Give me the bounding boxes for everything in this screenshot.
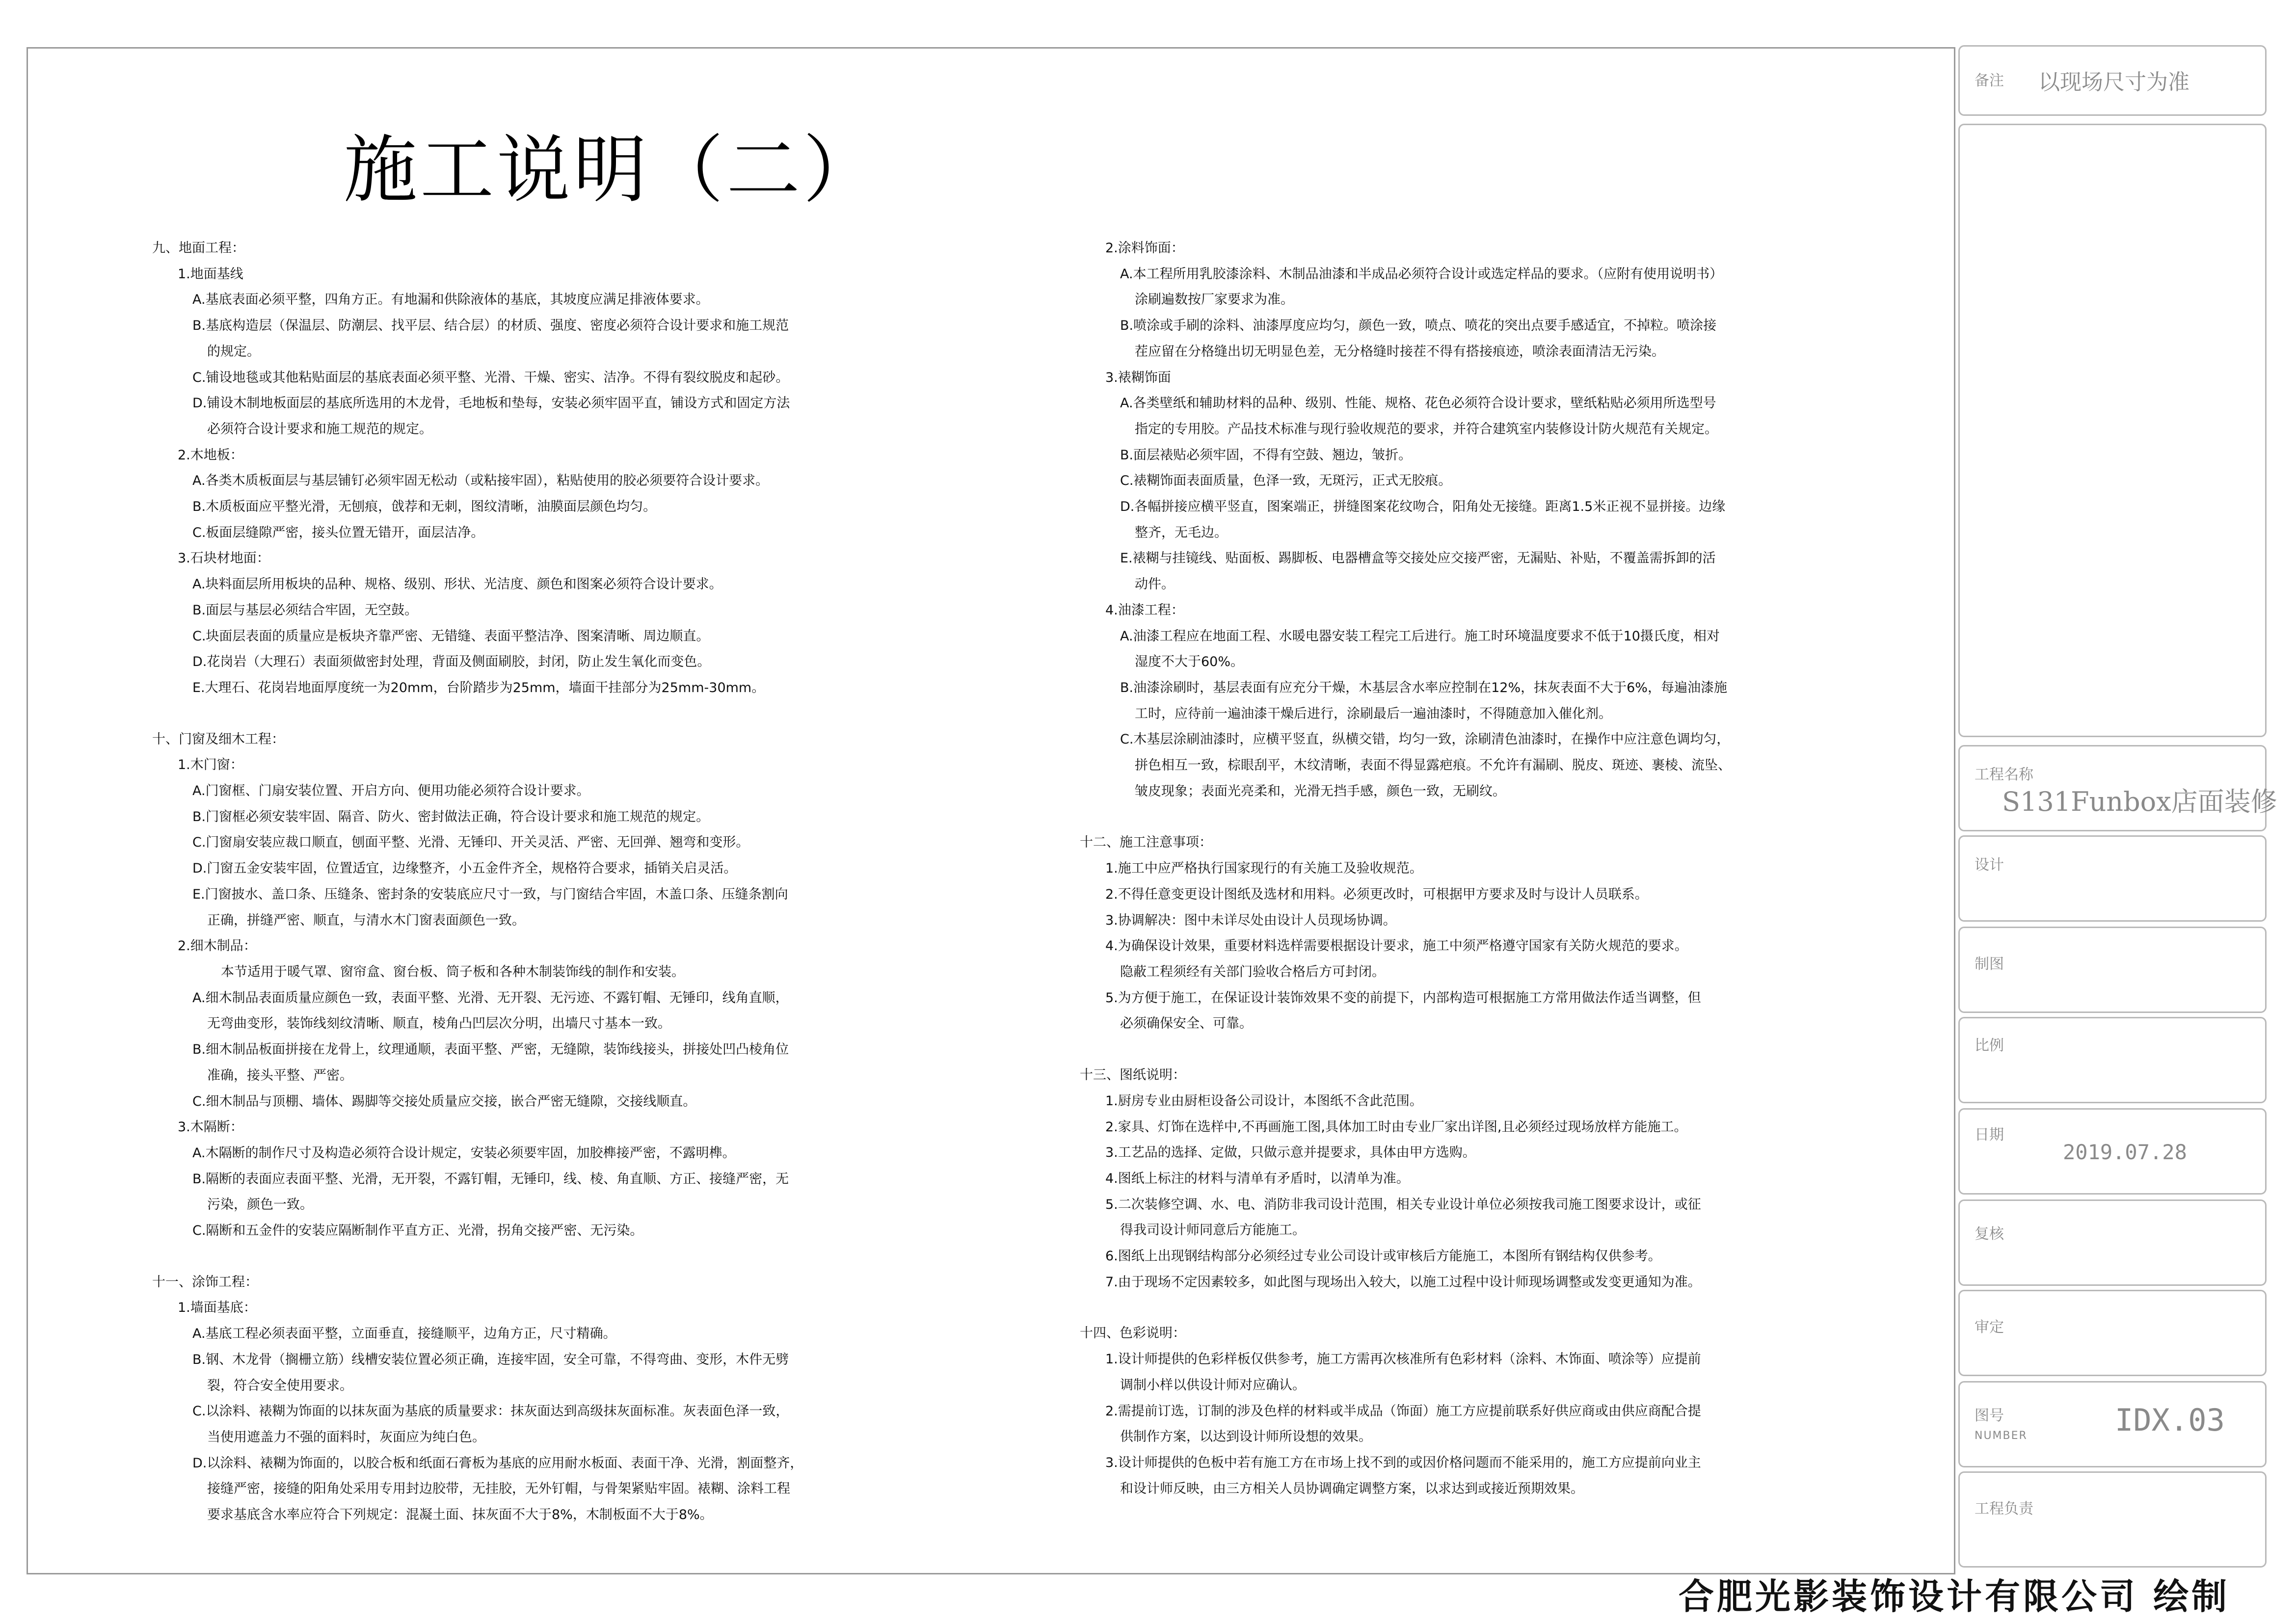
spec-line: 供制作方案，以达到设计师所设想的效果。 bbox=[1120, 1429, 1372, 1445]
spec-line: B.喷涂或手刷的涂料、油漆厚度应均匀，颜色一致，喷点、喷花的突出点要手感适宜，不掉粒。喷涂接 bbox=[1120, 318, 1717, 334]
spec-line: 的规定。 bbox=[207, 344, 260, 359]
date-value: 2019.07.28 bbox=[2063, 1140, 2187, 1164]
spec-line: 动件。 bbox=[1135, 577, 1175, 592]
right-column bbox=[1080, 236, 1875, 1527]
title-block-approve bbox=[1958, 1290, 2267, 1376]
spec-line: 4.为确保设计效果，重要材料选样需要根据设计要求，施工中须严格遵守国家有关防火规范的要求。 bbox=[1105, 938, 1688, 954]
title-block-design bbox=[1958, 835, 2267, 922]
spec-line: 准确，接头平整、严密。 bbox=[207, 1067, 353, 1083]
number-sub-label: NUMBER bbox=[1975, 1430, 2028, 1442]
spec-line: 皱皮现象；表面光亮柔和，光滑无挡手感，颜色一致，无刷纹。 bbox=[1135, 783, 1506, 799]
spec-line: A.油漆工程应在地面工程、水暖电器安装工程完工后进行。施工时环境温度要求不低于10摄氏度，相对 bbox=[1120, 628, 1720, 644]
spec-line: 得我司设计师同意后方能施工。 bbox=[1120, 1223, 1306, 1238]
spec-line: 1.地面基线 bbox=[178, 266, 243, 282]
title-block-check bbox=[1958, 1199, 2267, 1286]
spec-line: A.细木制品表面质量应颜色一致，表面平整、光滑、无开裂、无污迹、不露钉帽、无锤印，线角直顺， bbox=[192, 990, 789, 1006]
section-heading: 十二、施工注意事项： bbox=[1080, 835, 1212, 851]
spec-line: 2.不得任意变更设计图纸及选材和用料。必须更改时，可根据甲方要求及时与设计人员联系。 bbox=[1105, 886, 1648, 902]
manager-label: 工程负责 bbox=[1975, 1500, 2033, 1518]
spec-line: 6.图纸上出现钢结构部分必须经过专业公司设计或审核后方能施工，本图所有钢结构仅供参考。 bbox=[1105, 1249, 1661, 1264]
spec-line: 3.协调解决：图中未详尽处由设计人员现场协调。 bbox=[1105, 912, 1396, 928]
section-heading: 十一、涂饰工程： bbox=[152, 1274, 258, 1290]
number-value: IDX.03 bbox=[2115, 1402, 2225, 1438]
spec-line: 无弯曲变形，装饰线刻纹清晰、顺直，棱角凸凹层次分明，出墙尺寸基本一致。 bbox=[207, 1016, 671, 1032]
spec-line: C.隔断和五金件的安装应隔断制作平直方正、光滑，拐角交接严密、无污染。 bbox=[192, 1223, 643, 1239]
spec-line: 隐蔽工程须经有关部门验收合格后方可封闭。 bbox=[1120, 964, 1385, 980]
spec-line: C.门窗扇安装应裁口顺直，刨面平整、光滑、无锤印、开关灵活、严密、无回弹、翘弯和变形。 bbox=[192, 835, 749, 851]
title-block-manager bbox=[1958, 1471, 2267, 1568]
spec-line: A.木隔断的制作尺寸及构造必须符合设计规定，安装必须要牢固，加胶榫接严密，不露明榫。 bbox=[192, 1145, 736, 1161]
spec-line: A.块料面层所用板块的品种、规格、级别、形状、光洁度、颜色和图案必须符合设计要求。 bbox=[192, 577, 722, 592]
spec-line: E.大理石、花岗岩地面厚度统一为20mm，台阶踏步为25mm，墙面干挂部分为25mm-30mm。 bbox=[192, 680, 765, 695]
spec-line: B.基底构造层（保温层、防潮层、找平层、结合层）的材质、强度、密度必须符合设计要求和施工规范 bbox=[192, 318, 789, 334]
spec-line: 4.图纸上标注的材料与清单有矛盾时，以清单为准。 bbox=[1105, 1171, 1410, 1186]
spec-line: 4.油漆工程： bbox=[1105, 602, 1184, 618]
spec-line: D.门窗五金安装牢固，位置适宜，边缘整齐，小五金件齐全，规格符合要求，插销关启灵活。 bbox=[192, 861, 737, 877]
spec-line: 工时，应待前一遍油漆干燥后进行，涂刷最后一遍油漆时，不得随意加入催化剂。 bbox=[1135, 706, 1612, 721]
spec-line: C.板面层缝隙严密，接头位置无错开，面层洁净。 bbox=[192, 525, 484, 540]
spec-line: 湿度不大于60%。 bbox=[1135, 654, 1244, 670]
spec-line: B.细木制品板面拼接在龙骨上，纹理通顺，表面平整、严密，无缝隙，装饰线接头，拼接处凹凸棱角位 bbox=[192, 1042, 789, 1058]
spec-line: 5.二次装修空调、水、电、消防非我司设计范围，相关专业设计单位必须按我司施工图要求设计，或征 bbox=[1105, 1197, 1701, 1212]
spec-line: B.油漆涂刷时，基层表面有应充分干燥，木基层含水率应控制在12%，抹灰表面不大于6%，每遍油漆施 bbox=[1120, 680, 1727, 695]
scale-label: 比例 bbox=[1975, 1037, 2004, 1054]
spec-line: 要求基底含水率应符合下列规定：混凝土面、抹灰面不大于8%，木制板面不大于8%。 bbox=[207, 1507, 713, 1523]
spec-line: 本节适用于暖气罩、窗帘盒、窗台板、筒子板和各种木制装饰线的制作和安装。 bbox=[221, 964, 685, 980]
spec-line: 2.家具、灯饰在选样中,不再画施工图,具体加工时由专业厂家出详图,且必须经过现场放样方能施工。 bbox=[1105, 1119, 1687, 1135]
spec-line: B.隔断的表面应表面平整、光滑，无开裂，不露钉帽，无锤印，线、棱、角直顺、方正、接缝严密，无 bbox=[192, 1171, 789, 1187]
title-block-project bbox=[1958, 745, 2277, 831]
spec-line: 3.木隔断： bbox=[178, 1119, 243, 1135]
spec-line: D.各幅拼接应横平竖直，图案端正，拼缝图案花纹吻合，阳角处无接缝。距离1.5米正视不显拼接。边缘 bbox=[1120, 499, 1726, 515]
spec-line: D.花岗岩（大理石）表面须做密封处理，背面及侧面刷胶，封闭，防止发生氧化而变色。 bbox=[192, 654, 711, 670]
spec-section bbox=[152, 236, 937, 701]
spec-line: B.面层与基层必须结合牢固，无空鼓。 bbox=[192, 602, 418, 618]
section-heading: 九、地面工程： bbox=[152, 240, 245, 256]
spec-line: D.铺设木制地板面层的基底所选用的木龙骨，毛地板和垫每，安装必须牢固平直，铺设方式和固定方法 bbox=[192, 396, 790, 411]
spec-line: 涂刷遍数按厂家要求为准。 bbox=[1135, 292, 1294, 308]
spec-line: 3.裱糊饰面 bbox=[1105, 370, 1171, 385]
drawing-label: 制图 bbox=[1975, 956, 2004, 973]
spec-line: D.以涂料、裱糊为饰面的，以胶合板和纸面石膏板为基底的应用耐水板面、表面干净、光滑，割面整齐， bbox=[192, 1455, 803, 1471]
spec-line: 2.需提前订选，订制的涉及色样的材料或半成品（饰面）施工方应提前联系好供应商或由供应商配合提 bbox=[1105, 1403, 1701, 1419]
spec-line: 1.施工中应严格执行国家现行的有关施工及验收规范。 bbox=[1105, 861, 1423, 877]
spec-section bbox=[152, 727, 937, 1244]
spec-line: 3.工艺品的选择、定做，只做示意并提要求，具体由甲方选购。 bbox=[1105, 1145, 1476, 1161]
spec-line: B.木质板面应平整光滑，无刨痕，戗荐和无刺，图纹清晰，油膜面层颜色均匀。 bbox=[192, 499, 657, 515]
spec-section bbox=[1080, 1321, 1875, 1502]
spec-line: 1.木门窗： bbox=[178, 757, 243, 773]
title-block-blank bbox=[1958, 124, 2267, 737]
spec-line: 1.墙面基底： bbox=[178, 1300, 257, 1316]
section-heading: 十三、图纸说明： bbox=[1080, 1067, 1186, 1083]
spec-line: 指定的专用胶。产品技术标准与现行验收规范的要求，并符合建筑室内装修设计防火规范有关规定。 bbox=[1135, 421, 1718, 437]
spec-line: A.各类壁纸和辅助材料的品种、级别、性能、规格、花色必须符合设计要求，壁纸粘贴必须用所选型号 bbox=[1120, 396, 1716, 411]
spec-line: A.各类木质板面层与基层铺钉必须牢固无松动（或粘接牢固），粘贴使用的胶必须要符合设计要求。 bbox=[192, 473, 769, 489]
spec-line: A.本工程所用乳胶漆涂料、木制品油漆和半成品必须符合设计或选定样品的要求。（应附有使用说明书） bbox=[1120, 266, 1723, 282]
spec-line: A.基底表面必须平整，四角方正。有地漏和供除液体的基底，其坡度应满足排液体要求。 bbox=[192, 292, 709, 308]
title-block-date bbox=[1958, 1108, 2267, 1195]
check-label: 复核 bbox=[1975, 1225, 2004, 1243]
section-heading: 十四、色彩说明： bbox=[1080, 1326, 1186, 1341]
spec-section bbox=[152, 1270, 937, 1528]
title-block-number bbox=[1958, 1381, 2267, 1467]
page-title: 施工说明（二） bbox=[344, 128, 880, 213]
spec-line: B.面层裱贴必须牢固，不得有空鼓、翘边，皱折。 bbox=[1120, 447, 1412, 463]
spec-line: E.裱糊与挂镜线、贴面板、踢脚板、电器槽盒等交接处应交接严密，无漏贴、补贴，不覆盖需拆卸的活 bbox=[1120, 551, 1716, 566]
spec-line: 接缝严密，接缝的阳角处采用专用封边胶带，无挂胶，无外钉帽，与骨架紧贴牢固。裱糊、涂料工程 bbox=[207, 1481, 790, 1497]
project-label: 工程名称 bbox=[1975, 766, 2033, 783]
number-label: 图号 bbox=[1975, 1407, 2004, 1424]
spec-line: 2.木地板： bbox=[178, 447, 243, 463]
spec-line: 拼色相互一致，棕眼刮平，木纹清晰，表面不得显露疤痕。不允许有漏刷、脱皮、斑迹、裹棱、流坠、 bbox=[1135, 758, 1731, 773]
spec-line: 2.细木制品： bbox=[178, 938, 257, 954]
spec-line: 3.设计师提供的色板中若有施工方在市场上找不到的或因价格问题而不能采用的，施工方应提前向业主 bbox=[1105, 1455, 1701, 1470]
spec-line: B.钢、木龙骨（搁栅立筋）线槽安装位置必须正确，连接牢固，安全可靠，不得弯曲、变形，木件无劈 bbox=[192, 1352, 789, 1367]
spec-line: 3.石块材地面： bbox=[178, 551, 270, 566]
spec-line: C.木基层涂刷油漆时，应横平竖直，纵横交错，均匀一致，涂刷清色油漆时，在操作中应注意色调均匀， bbox=[1120, 732, 1730, 747]
spec-line: 7.由于现场不定因素较多，如此图与现场出入较大，以施工过程中设计师现场调整或发变更通知为准。 bbox=[1105, 1274, 1701, 1290]
title-block-drawing bbox=[1958, 927, 2267, 1013]
spec-line: E.门窗披水、盖口条、压缝条、密封条的安装底应尺寸一致，与门窗结合牢固，木盖口条、压缝条割向 bbox=[192, 886, 788, 902]
spec-line: 和设计师反映，由三方相关人员协调确定调整方案，以求达到或接近预期效果。 bbox=[1120, 1481, 1584, 1496]
spec-line: B.门窗框必须安装牢固、隔音、防火、密封做法正确，符合设计要求和施工规范的规定。 bbox=[192, 809, 710, 825]
section-heading: 十、门窗及细木工程： bbox=[152, 731, 285, 747]
spec-section bbox=[1080, 830, 1875, 1037]
spec-line: 1.厨房专业由厨柜设备公司设计，本图纸不含此范围。 bbox=[1105, 1093, 1423, 1109]
spec-line: 5.为方便于施工，在保证设计装饰效果不变的前提下，内部构造可根据施工方常用做法作适当调整，但 bbox=[1105, 990, 1701, 1006]
approve-label: 审定 bbox=[1975, 1319, 2004, 1336]
spec-line: A.门窗框、门扇安装位置、开启方向、便用功能必须符合设计要求。 bbox=[192, 783, 590, 799]
spec-line: 必须确保安全、可靠。 bbox=[1120, 1016, 1253, 1032]
spec-line: 1.设计师提供的色彩样板仅供参考，施工方需再次核准所有色彩材料（涂料、木饰面、喷涂等）应提前 bbox=[1105, 1352, 1701, 1367]
design-label: 设计 bbox=[1975, 856, 2004, 874]
spec-line: 当使用遮盖力不强的面料时，灰面应为纯白色。 bbox=[207, 1429, 485, 1445]
spec-line: 调制小样以供设计师对应确认。 bbox=[1120, 1377, 1306, 1393]
spec-line: C.块面层表面的质量应是板块齐靠严密、无错缝、表面平整洁净、图案清晰、周边顺直。 bbox=[192, 628, 710, 644]
spec-line: 整齐，无毛边。 bbox=[1135, 525, 1228, 540]
spec-line: C.细木制品与顶棚、墙体、踢脚等交接处质量应交接，嵌合严密无缝隙，交接线顺直。 bbox=[192, 1093, 696, 1109]
left-column bbox=[152, 236, 937, 1554]
title-block-scale bbox=[1958, 1017, 2267, 1103]
company-signature: 合肥光影装饰设计有限公司 绘制 bbox=[1679, 1575, 2230, 1617]
spec-line: 污染，颜色一致。 bbox=[207, 1197, 313, 1213]
spec-line: C.裱糊饰面表面质量，色泽一致，无斑污，正式无胶痕。 bbox=[1120, 473, 1452, 489]
date-label: 日期 bbox=[1975, 1126, 2004, 1144]
spec-line: 必须符合设计要求和施工规范的规定。 bbox=[207, 421, 432, 437]
spec-line: 裂，符合安全使用要求。 bbox=[207, 1378, 353, 1393]
spec-line: A.基底工程必须表面平整，立面垂直，接缝顺平，边角方正，尺寸精确。 bbox=[192, 1326, 616, 1342]
remark-label: 备注 bbox=[1975, 72, 2004, 89]
spec-line: C.铺设地毯或其他粘贴面层的基底表面必须平整、光滑、干燥、密实、洁净。不得有裂纹脱皮和起砂。 bbox=[192, 370, 789, 385]
spec-section bbox=[1080, 1063, 1875, 1295]
remark-value: 以现场尺寸为准 bbox=[2038, 70, 2189, 95]
spec-line: C.以涂料、裱糊为饰面的以抹灰面为基底的质量要求：抹灰面达到高级抹灰面标准。灰表面色泽一致， bbox=[192, 1404, 789, 1419]
spec-section bbox=[1080, 236, 1875, 804]
title-block-remark bbox=[1958, 45, 2267, 116]
spec-line: 茬应留在分格缝出切无明显色差，无分格缝时接茬不得有搭接痕迹，喷涂表面清洁无污染。 bbox=[1135, 344, 1665, 359]
spec-line: 2.涂料饰面： bbox=[1105, 240, 1184, 256]
project-value: S131Funbox店面装修 bbox=[2002, 786, 2277, 817]
spec-line: 正确，拼缝严密、顺直，与清水木门窗表面颜色一致。 bbox=[207, 912, 525, 928]
